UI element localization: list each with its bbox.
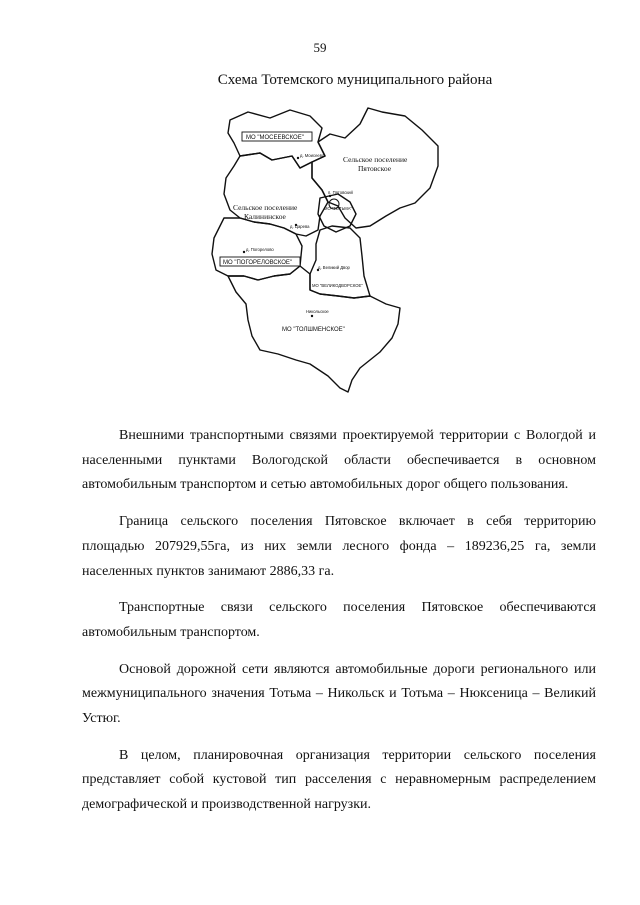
- paragraph: В целом, планировочная организация территории сельского поселения представляет собой кустовой тип расселения с неравномерным распределением демографической и производственной нагрузки.: [82, 747, 596, 813]
- region-kalininskoe: [224, 153, 328, 236]
- village-moseevo: д. Моисеево: [300, 153, 325, 158]
- label-kalininskoe-2: Калининское: [244, 212, 286, 221]
- label-pyatovskoe-2: Пятовское: [358, 164, 392, 173]
- label-pyatovskoe-1: Сельское поселение: [343, 155, 408, 164]
- village-pogorelovo: д. Погорелово: [246, 247, 274, 252]
- map-title: Схема Тотемского муниципального района: [217, 72, 493, 88]
- village-velikiy-dvor: д. Великий Двор: [318, 265, 350, 270]
- paragraph: Внешними транспортными связями проектируемой территории с Вологдой и населенными пунктами Вологодской области обеспечивается в основном автомобильным транспортом и сетью автомобильных дорог общего пользования.: [82, 428, 596, 493]
- village-nikolskoe: Никольское: [306, 309, 329, 314]
- body-text: [82, 424, 596, 830]
- village-dot: [329, 195, 331, 197]
- label-kalininskoe-1: Сельское поселение: [233, 203, 298, 212]
- label-velikodvorskoe: МО "ВЕЛИКОДВОРСКОЕ": [312, 283, 363, 288]
- village-tsarevo: д. Царева: [290, 224, 310, 229]
- paragraph: Основой дорожной сети являются автомобильные дороги регионального или межмуниципального значения Тотьма – Никольск и Тотьма – Нюксеница – Великий Устюг.: [82, 661, 596, 727]
- label-moseevskoe: МО "МОСЕЕВСКОЕ": [246, 135, 304, 141]
- village-dot: [297, 157, 299, 159]
- district-map: [200, 98, 470, 408]
- page-number: 59: [313, 40, 327, 55]
- label-pogorelovskoe: МО "ПОГОРЕЛОВСКОЕ": [223, 260, 292, 266]
- village-dot: [243, 251, 245, 253]
- village-pyatovsky: п. Пятовский: [328, 190, 353, 195]
- district-map-svg: [200, 98, 470, 408]
- paragraph: Транспортные связи сельского поселения Пятовское обеспечиваются автомобильным транспортом.: [82, 600, 596, 640]
- village-dot: [311, 315, 313, 317]
- label-tolshmenskoe: МО "ТОЛШМЕНСКОЕ": [282, 327, 345, 333]
- paragraph: Граница сельского поселения Пятовское включает в себя территорию площадью 207929,55га, из них земли лесного фонда – 189236,25 га, земли населенных пунктов занимают 2886,33 га.: [82, 514, 596, 579]
- label-center: МО "ТОТЬМА": [324, 206, 353, 211]
